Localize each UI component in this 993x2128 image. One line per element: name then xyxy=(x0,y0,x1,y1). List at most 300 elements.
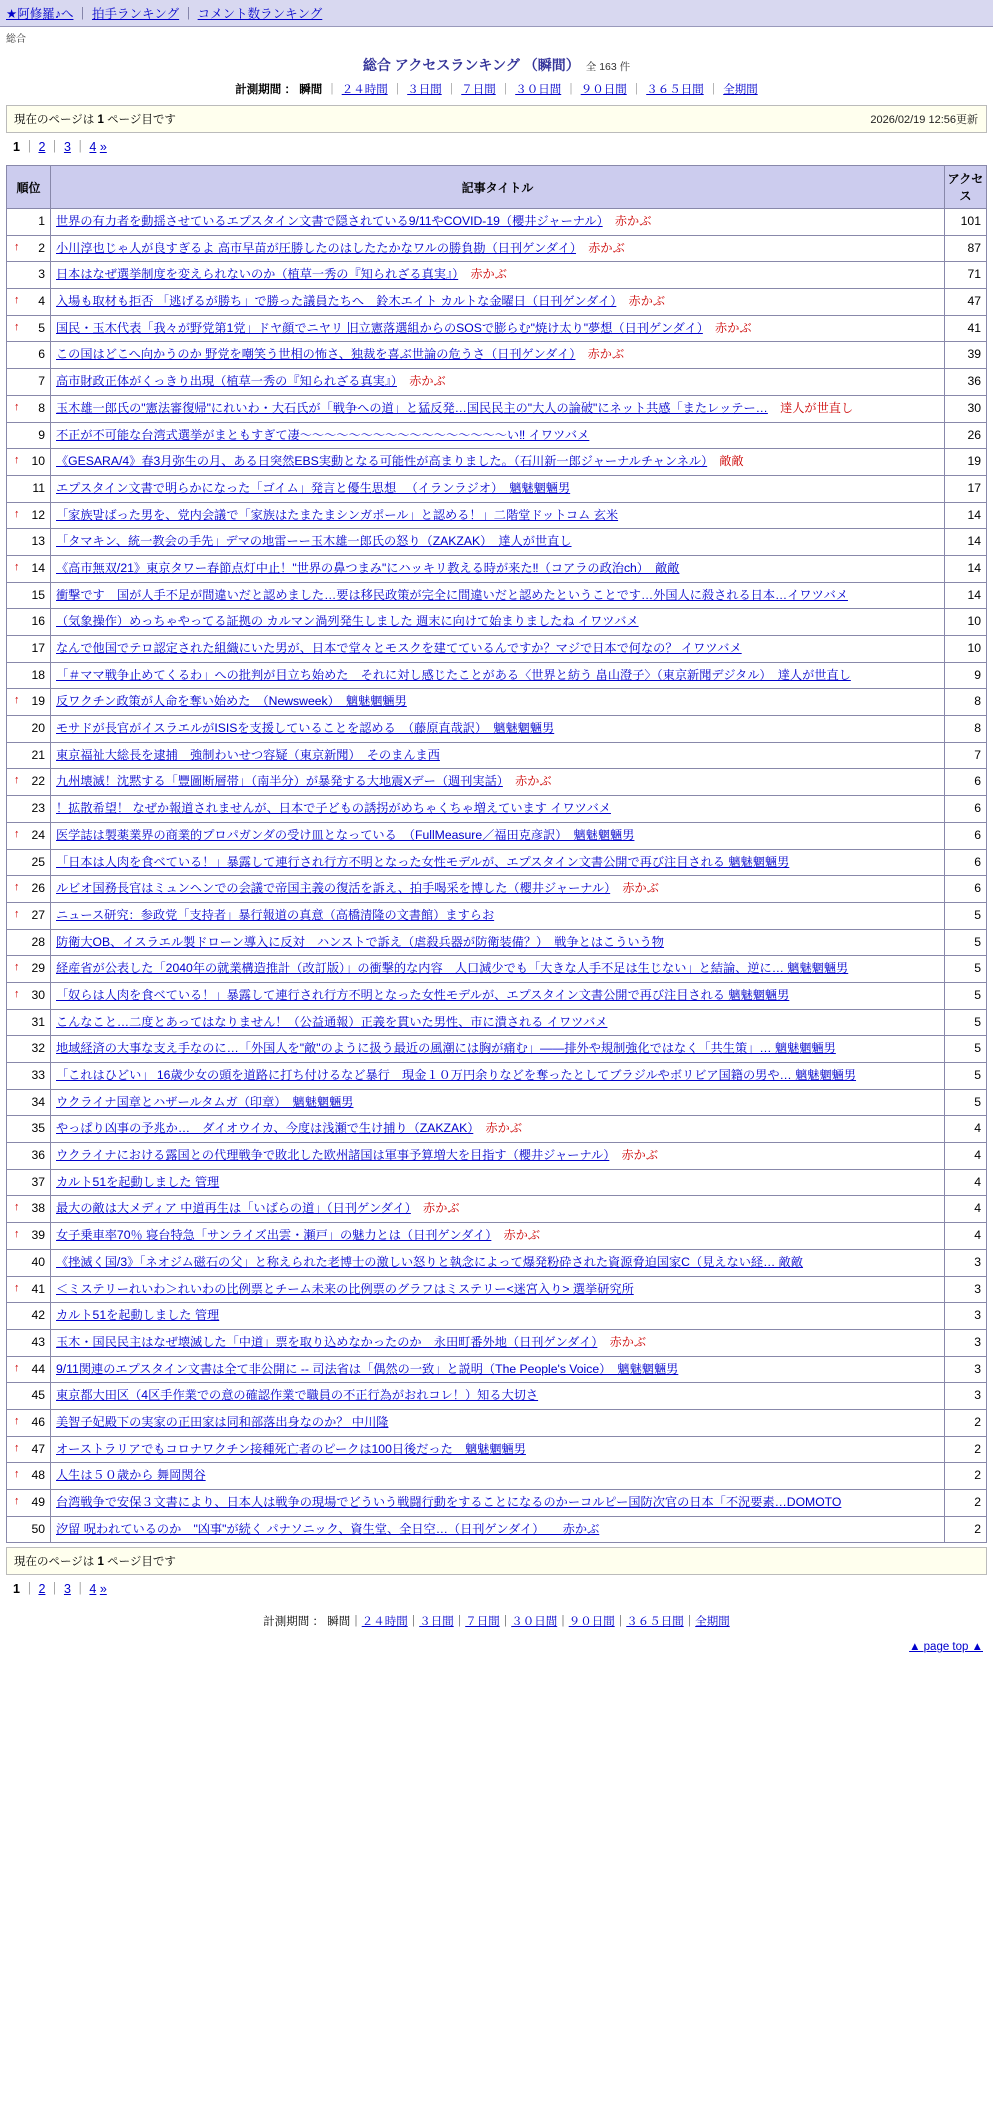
rank-number: 30 xyxy=(31,987,45,1002)
article-title-cell xyxy=(51,475,945,502)
access-count-cell: 39 xyxy=(945,342,987,369)
article-title-cell xyxy=(51,1089,945,1116)
access-count-cell: 4 xyxy=(945,1116,987,1143)
page-status-number: 1 xyxy=(97,114,104,126)
article-title-link[interactable]: やっぱり凶事の予兆か… ダイオウイカ、今度は浅瀬で生け捕り（ZAKZAK） xyxy=(56,1121,474,1136)
rank-number: 38 xyxy=(31,1201,45,1216)
rank-number: 12 xyxy=(31,507,45,522)
rank-up-arrow-icon: ↑ xyxy=(14,987,20,1000)
period-bottom-option-30d[interactable]: ３０日間 xyxy=(511,1616,558,1629)
article-title-cell xyxy=(51,1436,945,1463)
table-row xyxy=(7,796,987,823)
rank-up-arrow-icon: ↑ xyxy=(14,1414,20,1427)
article-title-cell xyxy=(51,1516,945,1543)
article-title-link[interactable]: 医学誌は製薬業界の商業的プロパガンダの受け皿となっている （FullMeasure／福田克彦訳） 魑魅魍魎男 xyxy=(56,827,635,842)
pagination-bottom-next[interactable]: » xyxy=(99,1582,107,1597)
pagination-bottom xyxy=(6,1575,987,1603)
page-status-box-top xyxy=(6,105,987,133)
table-row xyxy=(7,1196,987,1223)
article-title-link[interactable]: 不正が不可能な台湾式選挙がまともすぎて凄〜〜〜〜〜〜〜〜〜〜〜〜〜〜〜〜〜い‼ イワツバメ xyxy=(56,427,590,442)
access-count-cell: 14 xyxy=(945,502,987,529)
pagination-separator: ｜ xyxy=(22,1582,36,1597)
table-row xyxy=(7,449,987,476)
rank-cell xyxy=(7,1356,51,1383)
period-option-3d[interactable]: ３日間 xyxy=(407,84,442,96)
access-count-cell: 5 xyxy=(945,1009,987,1036)
access-count-cell: 5 xyxy=(945,1089,987,1116)
rank-number: 7 xyxy=(38,374,45,389)
article-author: 赤かぶ xyxy=(423,1201,460,1216)
period-separator: ｜ xyxy=(391,84,404,96)
article-title-cell xyxy=(51,716,945,743)
access-count-cell: 4 xyxy=(945,1196,987,1223)
access-count-cell: 9 xyxy=(945,662,987,689)
rank-number: 15 xyxy=(31,587,45,602)
access-count-cell: 4 xyxy=(945,1223,987,1250)
article-title-cell xyxy=(51,1063,945,1090)
article-title-link[interactable]: 「家族말ばった男を、党内会議で「家族はたまたまシンガポール」と認める！」二階堂ドットコム 玄米 xyxy=(56,507,619,522)
rank-number: 32 xyxy=(31,1041,45,1056)
nav-link-comment-ranking[interactable]: コメント数ランキング xyxy=(197,7,323,21)
article-title-link[interactable]: 日本はなぜ選挙制度を変えられないのか（植草一秀の『知られざる真実』） xyxy=(56,267,459,282)
rank-cell xyxy=(7,1329,51,1356)
access-count-cell: 2 xyxy=(945,1516,987,1543)
rank-number: 46 xyxy=(31,1414,45,1429)
table-row xyxy=(7,422,987,449)
rank-cell xyxy=(7,475,51,502)
article-author: 赤かぶ xyxy=(621,1148,659,1163)
rank-cell xyxy=(7,609,51,636)
rank-cell xyxy=(7,769,51,796)
article-title-cell xyxy=(51,1463,945,1490)
rank-up-arrow-icon: ↑ xyxy=(14,320,20,333)
table-row xyxy=(7,1063,987,1090)
rank-cell xyxy=(7,876,51,903)
rank-number: 14 xyxy=(31,560,45,575)
table-row xyxy=(7,555,987,582)
period-option-7d[interactable]: ７日間 xyxy=(461,84,496,96)
rank-number: 19 xyxy=(31,694,45,709)
rank-cell xyxy=(7,502,51,529)
rank-number: 10 xyxy=(31,454,45,469)
article-title-cell xyxy=(51,1490,945,1517)
table-row xyxy=(7,289,987,316)
table-row xyxy=(7,902,987,929)
top-navigation-bar xyxy=(0,0,993,27)
article-title-cell xyxy=(51,262,945,289)
article-title-link[interactable]: 最大の敵は大メディア 中道再生は「いばらの道」（日刊ゲンダイ） xyxy=(56,1201,411,1216)
article-title-cell xyxy=(51,1009,945,1036)
period-bottom-option-3d[interactable]: ３日間 xyxy=(419,1616,454,1629)
table-row xyxy=(7,262,987,289)
article-title-link[interactable]: オーストラリアでもコロナワクチン接種死亡者のピークは100日後だった 魑魅魍魎男 xyxy=(56,1441,526,1456)
access-count-cell: 87 xyxy=(945,235,987,262)
table-row xyxy=(7,876,987,903)
article-title-link[interactable]: カルト51を起動しました 管理 xyxy=(56,1308,220,1323)
access-count-cell: 6 xyxy=(945,849,987,876)
rank-number: 49 xyxy=(31,1495,45,1509)
article-author: 敵敵 xyxy=(719,454,744,469)
period-bottom-option-90d[interactable]: ９０日間 xyxy=(568,1616,615,1629)
article-author: 赤かぶ xyxy=(588,240,625,255)
table-row xyxy=(7,1303,987,1330)
pagination-bottom-page-1[interactable]: 1 xyxy=(13,1582,20,1597)
pagination-bottom-page-3[interactable]: 3 xyxy=(63,1582,71,1597)
rank-number: 2 xyxy=(38,240,45,255)
rank-up-arrow-icon: ↑ xyxy=(14,400,20,413)
article-title-link[interactable]: 東京都大田区（4区手作業での意の確認作業で職員の不正行為がおれコレ！）知る大切さ xyxy=(56,1388,539,1403)
access-count-cell: 4 xyxy=(945,1143,987,1170)
article-author: 赤かぶ xyxy=(485,1121,523,1136)
rank-cell xyxy=(7,1116,51,1143)
page-title-wrapper xyxy=(0,45,993,77)
rank-cell xyxy=(7,262,51,289)
table-row xyxy=(7,1490,987,1517)
rank-number: 36 xyxy=(31,1148,45,1163)
article-title-link[interactable]: 台湾戦争で安保３文書により、日本人は戦争の現場でどういう戦闘行動をすることになるのかーコルピー国防次官の日本「不況要素…DOMOTO xyxy=(56,1495,842,1509)
article-title-link[interactable]: 美智子妃殿下の実家の正田家は同和部落出身なのか？ 中川隆 xyxy=(56,1414,389,1429)
nav-link-asyura[interactable]: ★阿修羅♪へ xyxy=(6,7,74,21)
pagination-separator: ｜ xyxy=(48,1582,61,1597)
article-title-link[interactable]: なんで他国でテロ認定された組織にいた男が、日本で堂々とモスクを建てているんですか？マジで日本で何なの？ イワツバメ xyxy=(56,641,742,655)
rank-up-arrow-icon: ↑ xyxy=(14,1228,20,1241)
rank-cell xyxy=(7,395,51,422)
period-bottom-option-7d[interactable]: ７日間 xyxy=(465,1616,500,1629)
article-title-link[interactable]: 汐留 呪われているのか "凶事"が続く パナソニック、資生堂、全日空…（日刊ゲンダイ） 赤かぶ xyxy=(56,1521,600,1536)
page-status-prefix-bottom: 現在のページは xyxy=(14,1556,95,1569)
period-option-30d[interactable]: ３０日間 xyxy=(515,84,562,96)
page-title: 総合 アクセスランキング （瞬間） xyxy=(362,57,580,73)
period-option-365d[interactable]: ３６５日間 xyxy=(646,84,704,96)
rank-number: 34 xyxy=(31,1094,45,1109)
nav-link-applause-ranking[interactable]: 拍手ランキング xyxy=(91,7,180,21)
article-title-link[interactable]: 反ワクチン政策が人命を奪い始めた （Newsweek） 魑魅魍魎男 xyxy=(56,694,407,709)
period-bottom-option-instant[interactable]: 瞬間 xyxy=(327,1616,351,1629)
rank-cell xyxy=(7,1036,51,1063)
table-row xyxy=(7,1463,987,1490)
pagination-page-4[interactable]: 4 xyxy=(89,140,97,154)
rank-cell xyxy=(7,716,51,743)
rank-up-arrow-icon: ↑ xyxy=(14,240,20,253)
article-title-cell xyxy=(51,1409,945,1436)
rank-cell xyxy=(7,369,51,396)
access-count-cell: 3 xyxy=(945,1383,987,1410)
rank-number: 44 xyxy=(31,1361,45,1376)
rank-number: 27 xyxy=(31,907,45,922)
rank-cell xyxy=(7,742,51,769)
table-row xyxy=(7,1223,987,1250)
access-count-cell: 5 xyxy=(945,902,987,929)
article-author: 赤かぶ xyxy=(587,347,625,362)
period-separator: ｜ xyxy=(683,1616,696,1629)
rank-number: 3 xyxy=(38,267,45,282)
table-row xyxy=(7,849,987,876)
article-title-cell xyxy=(51,1196,945,1223)
access-count-cell: 3 xyxy=(945,1356,987,1383)
rank-cell xyxy=(7,982,51,1009)
access-count-cell: 17 xyxy=(945,475,987,502)
table-row xyxy=(7,315,987,342)
rank-up-arrow-icon: ↑ xyxy=(14,1441,20,1454)
rank-number: 40 xyxy=(31,1254,45,1269)
rank-number: 29 xyxy=(31,961,45,976)
rank-cell xyxy=(7,1143,51,1170)
access-count-cell: 5 xyxy=(945,956,987,983)
article-title-cell xyxy=(51,876,945,903)
rank-up-arrow-icon: ↑ xyxy=(14,507,20,520)
article-title-link[interactable]: エプスタイン文書で明らかになった「ゴイム」発言と優生思想 （イランラジオ） 魑魅魍魎男 xyxy=(56,480,571,495)
access-count-cell: 14 xyxy=(945,582,987,609)
rank-cell xyxy=(7,289,51,316)
table-row xyxy=(7,475,987,502)
rank-up-arrow-icon: ↑ xyxy=(14,907,20,920)
access-count-cell: 3 xyxy=(945,1276,987,1303)
table-row xyxy=(7,1089,987,1116)
article-title-link[interactable]: 「日本は人肉を食べている！」暴露して連行され行方不明となった女性モデルが、エプスタイン文書公開で再び注目される 魑魅魍魎男 xyxy=(56,854,790,869)
article-title-link[interactable]: ニュース研究：参政党「支持者」暴行報道の真意（高橋清隆の文書館）ますらお xyxy=(56,907,495,922)
period-option-24h[interactable]: ２４時間 xyxy=(341,84,388,96)
article-title-link[interactable]: 小川淳也じゃ人が良すぎるよ 高市早苗が圧勝したのはしたたかなワルの勝負勘（日刊ゲンダイ） xyxy=(56,240,577,255)
period-separator: ｜ xyxy=(630,84,643,96)
article-author: 赤かぶ xyxy=(503,1228,541,1243)
table-row xyxy=(7,369,987,396)
table-row xyxy=(7,1169,987,1196)
article-title-link[interactable]: こんなこと…二度とあってはなりません！（公益通報）正義を貫いた男性、市に潰される イワツバメ xyxy=(56,1014,608,1029)
article-title-cell xyxy=(51,395,945,422)
last-updated-timestamp: 2026/02/19 12:56更新 xyxy=(870,114,978,126)
article-title-link[interactable]: 女子乗車率70％ 寝台特急「サンライズ出雲・瀬戸」の魅力とは（日刊ゲンダイ） xyxy=(56,1228,492,1243)
pagination-page-2[interactable]: 2 xyxy=(38,140,46,154)
rank-up-arrow-icon: ↑ xyxy=(14,827,20,840)
table-row xyxy=(7,716,987,743)
rank-cell xyxy=(7,1409,51,1436)
article-title-link[interactable]: ウクライナにおける露国との代理戦争で敗北した欧州諸国は軍事予算増大を目指す（櫻井ジャーナル） xyxy=(56,1148,610,1163)
article-title-link[interactable]: 玉木雄一郎氏の"憲法審復帰"にれいわ・大石氏が「戦争への道」と猛反発…国民民主の"大人の論破"にネット共感「またレッテー… xyxy=(56,400,768,415)
pagination-next[interactable]: » xyxy=(99,140,107,154)
table-header-row xyxy=(7,166,987,209)
article-title-link[interactable]: 高市財政正体がくっきり出現（植草一秀の『知られざる真実』） xyxy=(56,374,397,389)
page-top-link-wrapper xyxy=(0,1635,993,1663)
article-title-link[interactable]: 《高市無双/21》東京タワー春節点灯中止！"世界の鼻つまみ"にハッキリ教える時が来た‼（コアラの政治ch） 敵敵 xyxy=(56,560,680,575)
table-row xyxy=(7,502,987,529)
article-author: 達人が世直し xyxy=(780,400,854,415)
rank-number: 24 xyxy=(31,827,45,842)
article-title-cell xyxy=(51,769,945,796)
article-title-cell xyxy=(51,796,945,823)
article-title-link[interactable]: 防衛大OB、イスラエル製ドローン導入に反対 ハンストで訴え（虐殺兵器が防衛装備？） 戦争とはこういう物 xyxy=(56,934,664,949)
nav-separator: ｜ xyxy=(182,7,195,21)
article-title-cell xyxy=(51,1276,945,1303)
pagination-bottom-page-2[interactable]: 2 xyxy=(38,1582,46,1597)
article-title-cell xyxy=(51,315,945,342)
table-row xyxy=(7,742,987,769)
table-row xyxy=(7,209,987,236)
period-bottom-option-all[interactable]: 全期間 xyxy=(695,1616,730,1629)
rank-number: 39 xyxy=(31,1228,45,1243)
access-count-cell: 3 xyxy=(945,1329,987,1356)
article-author: 赤かぶ xyxy=(409,374,446,389)
article-title-cell xyxy=(51,1169,945,1196)
article-title-cell xyxy=(51,1329,945,1356)
pagination-separator: ｜ xyxy=(48,140,61,154)
article-title-link[interactable]: ＜ミステリーれいわ＞れいわの比例票とチーム未来の比例票のグラフはミステリー<迷宮入り> 選挙研究所 xyxy=(56,1281,634,1296)
rank-cell xyxy=(7,956,51,983)
rank-cell xyxy=(7,1276,51,1303)
access-count-cell: 3 xyxy=(945,1303,987,1330)
table-row xyxy=(7,1249,987,1276)
article-title-cell xyxy=(51,235,945,262)
article-title-link[interactable]: 九州壊滅！沈黙する「豐圖断層帯」（南半分）が暴発する大地震Xデー（週刊実話） xyxy=(56,774,503,789)
period-bottom-option-365d[interactable]: ３６５日間 xyxy=(626,1616,684,1629)
period-option-all[interactable]: 全期間 xyxy=(723,84,758,96)
article-title-link[interactable]: 「＃ママ戦争止めてくるわ」への批判が目立ち始めた それに対し感じたことがある〈世界と紡う 畠山澄子〉（東京新聞デジタル） 達人が世直し xyxy=(56,667,851,682)
access-count-cell: 101 xyxy=(945,209,987,236)
rank-number: 41 xyxy=(31,1281,45,1296)
article-title-link[interactable]: モサドが長官がイスラエルがISISを支援していることを認める （藤原直哉訳） 魑魅魍魎男 xyxy=(56,721,555,736)
rank-number: 37 xyxy=(31,1174,45,1189)
article-title-cell xyxy=(51,849,945,876)
article-title-cell xyxy=(51,1223,945,1250)
article-title-link[interactable]: 世界の有力者を動揺させているエプスタイン文書で隠されている9/11やCOVID-19（櫻井ジャーナル） xyxy=(56,214,603,228)
page-status-suffix-bottom: ページ目です xyxy=(107,1556,176,1569)
rank-cell xyxy=(7,1436,51,1463)
pagination-separator: ｜ xyxy=(73,140,87,154)
rank-cell xyxy=(7,342,51,369)
article-title-link[interactable]: （気象操作）めっちゃやってる証拠の カルマン渦列発生しました 週末に向けて始まりましたね イワツバメ xyxy=(56,614,639,629)
table-row xyxy=(7,769,987,796)
period-option-90d[interactable]: ９０日間 xyxy=(580,84,627,96)
access-count-cell: 2 xyxy=(945,1436,987,1463)
table-row xyxy=(7,1516,987,1543)
access-count-cell: 71 xyxy=(945,262,987,289)
article-title-link[interactable]: 9/11関連のエプスタイン文書は全て非公開に -- 司法省は「偶然の一致」と説明（The People's Voice） 魑魅魍魎男 xyxy=(56,1361,679,1376)
period-separator: ｜ xyxy=(326,84,338,96)
article-title-cell xyxy=(51,689,945,716)
period-option-instant[interactable]: 瞬間 xyxy=(299,84,323,96)
rank-number: 33 xyxy=(31,1068,45,1082)
pagination-bottom-page-4[interactable]: 4 xyxy=(89,1582,97,1597)
period-separator: ｜ xyxy=(565,84,577,96)
article-title-cell xyxy=(51,369,945,396)
rank-cell xyxy=(7,1089,51,1116)
access-count-cell: 5 xyxy=(945,929,987,956)
table-row xyxy=(7,342,987,369)
rank-cell xyxy=(7,582,51,609)
column-header-access: アクセス xyxy=(945,166,987,209)
rank-number: 16 xyxy=(31,614,45,629)
pagination-page-1[interactable]: 1 xyxy=(13,140,20,154)
period-separator: ｜ xyxy=(614,1616,627,1629)
access-count-cell: 10 xyxy=(945,636,987,663)
rank-number: 25 xyxy=(31,854,45,869)
article-title-link[interactable]: ウクライナ国章とハザールタムガ（印章） 魑魅魍魎男 xyxy=(56,1094,354,1109)
article-title-link[interactable]: カルト51を起動しました 管理 xyxy=(56,1174,220,1189)
article-title-link[interactable]: 入場も取材も拒否 「逃げるが勝ち」で勝った議員たちへ 鈴木エイト カルトな金曜日（日刊ゲンダイ） xyxy=(56,294,617,309)
table-row xyxy=(7,235,987,262)
rank-number: 13 xyxy=(31,534,45,549)
article-title-link[interactable]: 玉木・国民民主はなぜ壊滅した「中道」票を取り込めなかったのか 永田町番外地（日刊ゲンダイ） xyxy=(56,1334,598,1349)
article-author: 赤かぶ xyxy=(470,267,507,282)
access-count-cell: 10 xyxy=(945,609,987,636)
article-title-cell xyxy=(51,449,945,476)
rank-up-arrow-icon: ↑ xyxy=(14,1281,20,1294)
period-selector-top xyxy=(0,77,993,105)
article-title-link[interactable]: 経産省が公表した「2040年の就業構造推計（改訂版）」の衝撃的な内容 人口減少でも「大きな人手不足は生じない」と結論、逆に… 魑魅魍魎男 xyxy=(56,961,849,976)
rank-up-arrow-icon: ↑ xyxy=(14,1495,20,1507)
rank-cell xyxy=(7,555,51,582)
article-title-cell xyxy=(51,502,945,529)
table-row xyxy=(7,1009,987,1036)
table-row xyxy=(7,982,987,1009)
article-title-link[interactable]: 地域経済の大事な支え手なのに…「外国人を"敵"のように扱う最近の風潮には胸が痛む」——排外や規制強化ではなく「共生策」… 魑魅魍魎男 xyxy=(56,1041,836,1056)
access-count-cell: 8 xyxy=(945,716,987,743)
rank-number: 28 xyxy=(31,934,45,949)
pagination-page-3[interactable]: 3 xyxy=(63,140,71,154)
access-count-cell: 2 xyxy=(945,1409,987,1436)
article-title-cell xyxy=(51,956,945,983)
rank-up-arrow-icon: ↑ xyxy=(14,774,20,787)
page-status-number-bottom: 1 xyxy=(97,1556,104,1569)
access-count-cell: 3 xyxy=(945,1249,987,1276)
access-count-cell: 47 xyxy=(945,289,987,316)
rank-up-arrow-icon: ↑ xyxy=(14,961,20,974)
article-title-cell xyxy=(51,1249,945,1276)
access-count-cell: 41 xyxy=(945,315,987,342)
article-title-cell xyxy=(51,636,945,663)
access-count-cell: 2 xyxy=(945,1463,987,1490)
rank-number: 22 xyxy=(31,774,45,789)
article-title-link[interactable]: ！拡散希望！ なぜか報道されませんが、日本で子どもの誘拐がめちゃくちゃ増えています イワツバメ xyxy=(56,801,611,816)
period-bottom-option-24h[interactable]: ２４時間 xyxy=(361,1616,408,1629)
rank-number: 23 xyxy=(31,801,45,816)
access-count-cell: 6 xyxy=(945,822,987,849)
article-author: 赤かぶ xyxy=(515,774,552,789)
article-title-link[interactable]: 衝撃です 国が人手不足が間違いだと認めました…要は移民政策が完全に間違いだと認めたということです…外国人に殺される日本…イワツバメ xyxy=(56,587,848,602)
page-top-link[interactable]: ▲ page top ▲ xyxy=(909,1641,983,1654)
table-row xyxy=(7,609,987,636)
rank-number: 17 xyxy=(31,641,45,655)
rank-up-arrow-icon: ↑ xyxy=(14,694,20,707)
rank-cell xyxy=(7,1063,51,1090)
rank-cell xyxy=(7,1463,51,1490)
rank-cell xyxy=(7,1196,51,1223)
article-author: 赤かぶ xyxy=(609,1334,647,1349)
rank-number: 6 xyxy=(38,347,45,362)
rank-up-arrow-icon: ↑ xyxy=(14,454,20,467)
page-status-box-bottom xyxy=(6,1547,987,1575)
article-title-cell xyxy=(51,1383,945,1410)
article-title-link[interactable]: 「これはひどい」 16歳少女の頭を道路に打ち付けるなど暴行 現金１０万円余りなどを奪ったとしてブラジルやボリビア国籍の男や… 魑魅魍魎男 xyxy=(56,1068,857,1082)
access-count-cell: 2 xyxy=(945,1490,987,1517)
article-title-cell xyxy=(51,982,945,1009)
article-title-link[interactable]: 人生は５０歳から 舞岡関谷 xyxy=(56,1468,206,1483)
article-title-link[interactable]: 《挫滅く国/3》「ネオジム磁石の父」と称えられた老博士の激しい怒りと執念によって爆発粉砕された資源脅迫国家C（見えない経… 敵敵 xyxy=(56,1254,804,1269)
article-title-cell xyxy=(51,929,945,956)
article-title-link[interactable]: 国民・玉木代表「我々が野党第1党」ドヤ顔でニヤリ 旧立憲落選組からのSOSで膨らむ"焼け太り"夢想（日刊ゲンダイ） xyxy=(56,320,703,335)
table-row xyxy=(7,929,987,956)
article-title-link[interactable]: ルビオ国務長官はミュンヘンでの会議で帝国主義の復活を訴え、拍手喝采を博した（櫻井ジャーナル） xyxy=(56,881,611,896)
access-count-cell: 8 xyxy=(945,689,987,716)
article-title-link[interactable]: 《GESARA/4》春3月弥生の月、ある日突然EBS実動となる可能性が高まりました。（石川新一郎ジャーナルチャンネル） xyxy=(56,454,708,469)
article-title-link[interactable]: 東京福祉大総長を逮捕 強制わいせつ容疑（東京新聞） そのまんま西 xyxy=(56,747,440,762)
article-title-cell xyxy=(51,342,945,369)
article-title-link[interactable]: 「奴らは人肉を食べている！」暴露して連行され行方不明となった女性モデルが、エプスタイン文書公開で再び注目される 魑魅魍魎男 xyxy=(56,987,790,1002)
article-title-cell xyxy=(51,209,945,236)
article-title-link[interactable]: 「タマキン、統一教会の手先」デマの地雷ーー玉木雄一郎氏の怒り（ZAKZAK） 達人が世直し xyxy=(56,534,572,549)
article-title-link[interactable]: この国はどこへ向かうのか 野党を嘲笑う世相の怖さ、独裁を喜ぶ世論の危うさ（日刊ゲンダイ） xyxy=(56,347,576,362)
pagination-separator: ｜ xyxy=(22,140,36,154)
table-row xyxy=(7,662,987,689)
